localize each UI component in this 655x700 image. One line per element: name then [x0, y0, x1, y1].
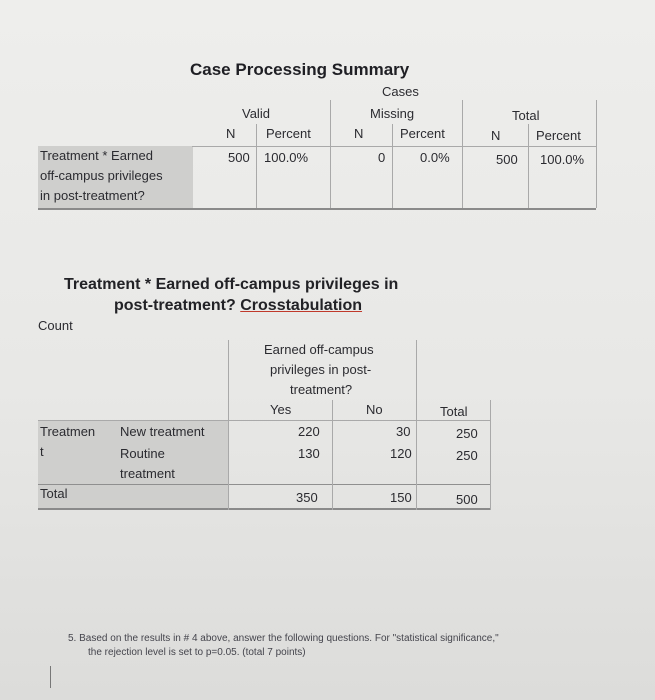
summary-valid-pct: 100.0%: [264, 150, 309, 165]
summary-row-label-1: Treatment * Earned: [40, 148, 153, 163]
summary-header-rule: [192, 146, 596, 147]
crosstab-total-total: 500: [456, 492, 478, 507]
crosstab-total-yes: 350: [296, 490, 318, 505]
crosstab-row-group-2: t: [40, 444, 44, 459]
summary-missing-header: Missing: [370, 106, 415, 121]
summary-col-sep-5: [528, 124, 529, 208]
crosstab-title-line2: [114, 297, 362, 315]
crosstab-yes-header: Yes: [270, 402, 292, 417]
summary-total-n-header: N: [491, 128, 501, 143]
summary-bottom-rule: [38, 208, 596, 210]
summary-total-pct: 100.0%: [540, 152, 585, 167]
crosstab-header-rule: [38, 420, 490, 421]
summary-missing-n: 0: [378, 150, 386, 165]
crosstab-row2-no: 120: [390, 446, 412, 461]
summary-col-sep-1: [256, 124, 257, 208]
question-line-2: the rejection level is set to p=0.05. (total 7 points): [88, 647, 306, 658]
question-line-1: 5. Based on the results in # 4 above, answer the following questions. For "statistical significance,": [68, 633, 499, 644]
crosstab-row2-total: 250: [456, 448, 478, 463]
crosstab-col-sep-4: [490, 400, 491, 510]
crosstab-row1-yes: 220: [298, 424, 320, 439]
summary-valid-header: Valid: [242, 106, 270, 121]
summary-col-sep-6: [596, 100, 597, 208]
summary-total-pct-header: Percent: [536, 128, 581, 143]
summary-missing-n-header: N: [354, 126, 364, 141]
summary-title: Case Processing Summary: [190, 60, 410, 79]
summary-total-header: Total: [512, 108, 540, 123]
text-cursor: [50, 666, 51, 688]
crosstab-col-header-3: treatment?: [290, 382, 353, 397]
summary-missing-pct: 0.0%: [420, 150, 450, 165]
summary-col-sep-4: [462, 100, 463, 208]
crosstab-total-no: 150: [390, 490, 412, 505]
crosstab-title-line1: Treatment * Earned off-campus privileges in: [64, 276, 399, 293]
summary-valid-pct-header: Percent: [266, 126, 311, 141]
crosstab-count-label: Count: [38, 318, 73, 333]
summary-col-sep-3: [392, 124, 393, 208]
crosstab-row1-label: New treatment: [120, 424, 205, 439]
summary-valid-n-header: N: [226, 126, 236, 141]
crosstab-total-row-label: Total: [40, 486, 68, 501]
crosstab-title-part-a: post-treatment?: [114, 297, 241, 314]
crosstab-row1-total: 250: [456, 426, 478, 441]
summary-col-sep-2: [330, 100, 331, 208]
crosstab-row2-label-1: Routine: [120, 446, 165, 461]
summary-row-label-3: in post-treatment?: [40, 188, 145, 203]
crosstab-title-part-b: Crosstabulation: [240, 297, 363, 314]
summary-missing-pct-header: Percent: [400, 126, 445, 141]
crosstab-row-group-1: Treatmen: [40, 424, 96, 439]
crosstab-total-rule: [38, 484, 490, 485]
crosstab-bottom-rule: [38, 508, 490, 510]
crosstab-total-header: Total: [440, 404, 468, 419]
crosstab-no-header: No: [366, 402, 383, 417]
crosstab-col-sep-1: [228, 340, 229, 510]
summary-cases-header: Cases: [382, 84, 419, 99]
summary-valid-n: 500: [228, 150, 250, 165]
crosstab-col-header-1: Earned off-campus: [264, 342, 374, 357]
crosstab-col-header-2: privileges in post-: [270, 362, 372, 377]
crosstab-col-sep-2: [332, 400, 333, 510]
crosstab-row1-no: 30: [396, 424, 411, 439]
summary-row-label-2: off-campus privileges: [40, 168, 163, 183]
crosstab-row2-yes: 130: [298, 446, 320, 461]
crosstab-row2-label-2: treatment: [120, 466, 175, 481]
summary-total-n: 500: [496, 152, 518, 167]
crosstab-col-sep-3: [416, 340, 417, 510]
